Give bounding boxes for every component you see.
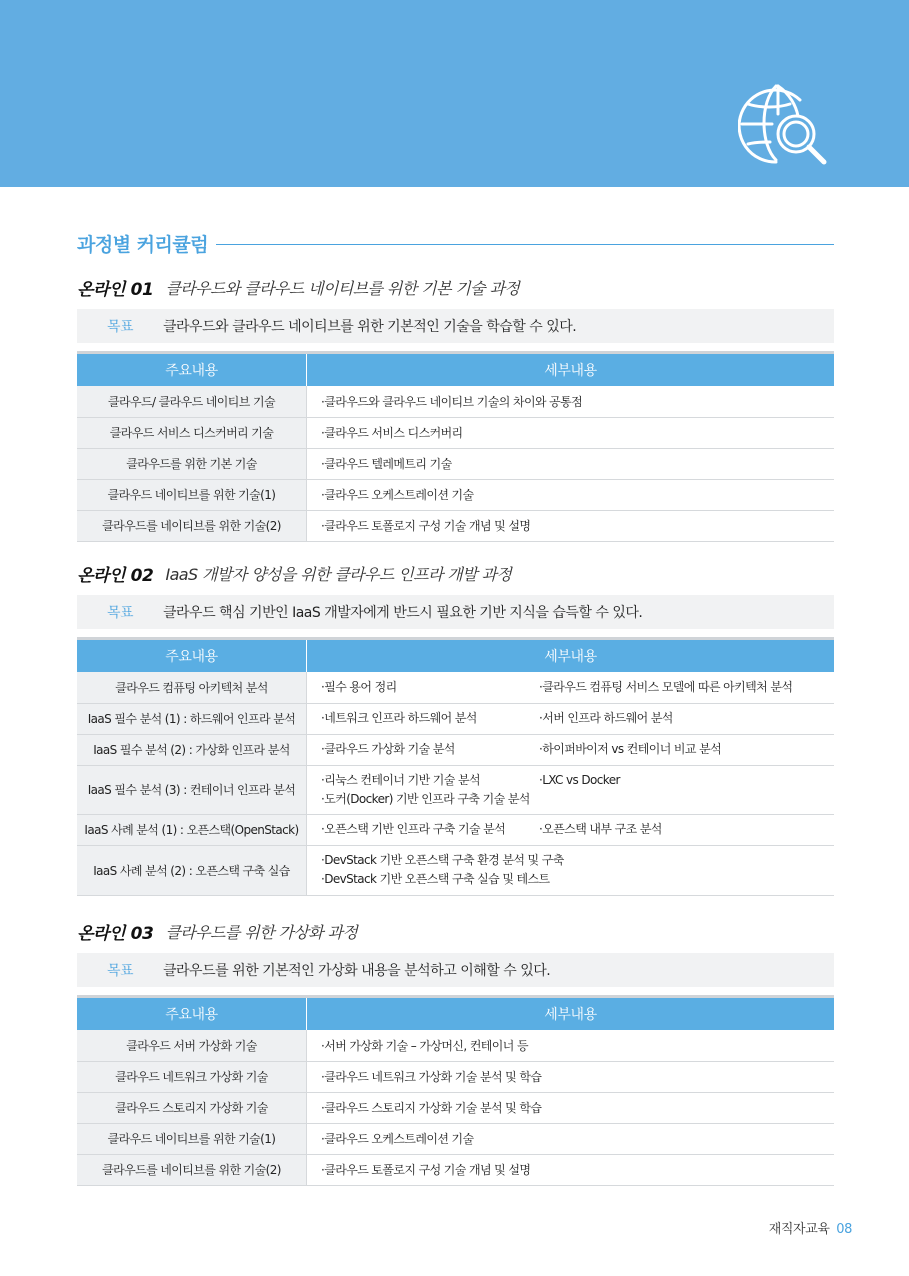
detail-line: ·오픈스택 내부 구조 분석: [539, 822, 662, 836]
row-detail: [307, 672, 835, 703]
row-detail: ·클라우드 오케스트레이션 기술: [307, 1123, 835, 1154]
detail-line: ·클라우드 가상화 기술 분석: [321, 742, 455, 756]
goal-text: 클라우드를 위한 기본적인 가상화 내용을 분석하고 이해할 수 있다.: [163, 963, 551, 979]
detail-line: ·네트워크 인프라 하드웨어 분석: [321, 711, 477, 725]
row-main: IaaS 필수 분석 (2) : 가상화 인프라 분석: [77, 734, 307, 765]
row-main: 클라우드를 위한 기본 기술: [77, 448, 307, 479]
detail-left: [321, 678, 539, 697]
course-number: 온라인 03: [77, 923, 154, 944]
row-main: 클라우드 컴퓨팅 아키텍처 분석: [77, 672, 307, 703]
detail-line: ·하이퍼바이저 vs 컨테이너 비교 분석: [539, 742, 722, 756]
curriculum-table: [77, 351, 834, 542]
row-main: 클라우드 서비스 디스커버리 기술: [77, 417, 307, 448]
row-main: 클라우드 네이티브를 위한 기술(1): [77, 1123, 307, 1154]
row-main: IaaS 필수 분석 (1) : 하드웨어 인프라 분석: [77, 703, 307, 734]
header-main: 주요내용: [77, 639, 307, 673]
detail-line: ·DevStack 기반 오픈스택 구축 실습 및 테스트: [321, 872, 550, 886]
detail-line: ·서버 인프라 하드웨어 분석: [539, 711, 673, 725]
course-online-02: [77, 559, 834, 896]
table-row: [77, 386, 834, 417]
section-title: [77, 228, 834, 258]
section-title-text: 과정별 커리큘럼: [77, 233, 209, 256]
page-number: 08: [836, 1222, 852, 1237]
row-main: 클라우드/ 클라우드 네이티브 기술: [77, 386, 307, 417]
row-main: IaaS 필수 분석 (3) : 컨테이너 인프라 분석: [77, 765, 307, 814]
row-detail: ·클라우드 토폴로지 구성 기술 개념 및 설명: [307, 510, 835, 541]
curriculum-table: [77, 995, 834, 1186]
detail-line: ·오픈스택 기반 인프라 구축 기술 분석: [321, 822, 506, 836]
table-row: [77, 1030, 834, 1061]
row-detail: ·클라우드와 클라우드 네이티브 기술의 차이와 공통점: [307, 386, 835, 417]
row-main: 클라우드를 네이티브를 위한 기술(2): [77, 1154, 307, 1185]
detail-left: [321, 771, 539, 809]
detail-left: [321, 740, 539, 759]
row-detail: ·클라우드 서비스 디스커버리: [307, 417, 835, 448]
row-detail: [307, 734, 835, 765]
row-main: 클라우드 서버 가상화 기술: [77, 1030, 307, 1061]
course-heading: [77, 917, 834, 945]
table-header-row: [77, 353, 834, 387]
course-number: 온라인 01: [77, 279, 154, 300]
course-heading: [77, 559, 834, 587]
table-row: [77, 734, 834, 765]
row-detail: [307, 703, 835, 734]
goal-label: 목표: [106, 319, 134, 335]
table-row: [77, 510, 834, 541]
detail-line: ·필수 용어 정리: [321, 679, 397, 694]
goal-label: 목표: [106, 605, 134, 621]
detail-right: [539, 678, 792, 697]
course-goal: [77, 309, 834, 343]
table-header-row: [77, 639, 834, 673]
table-row: [77, 814, 834, 845]
page-footer: [769, 1218, 852, 1237]
detail-line: ·리눅스 컨테이너 기반 기술 분석: [321, 772, 480, 787]
table-row: [77, 703, 834, 734]
table-header-row: [77, 997, 834, 1031]
detail-line: ·도커(Docker) 기반 인프라 구축 기술 분석: [321, 791, 530, 806]
detail-right: [539, 709, 673, 728]
course-goal: [77, 953, 834, 987]
goal-text: 클라우드와 클라우드 네이티브를 위한 기본적인 기술을 학습할 수 있다.: [163, 319, 577, 335]
goal-text: 클라우드 핵심 기반인 IaaS 개발자에게 반드시 필요한 기반 지식을 습득할 수 있다.: [163, 605, 643, 621]
table-row: [77, 1154, 834, 1185]
table-row: [77, 845, 834, 895]
course-heading: [77, 273, 834, 301]
course-name: 클라우드를 위한 가상화 과정: [165, 922, 358, 942]
detail-left: [321, 709, 539, 728]
table-row: [77, 672, 834, 703]
header-banner: [0, 0, 909, 187]
row-detail: ·서버 가상화 기술 – 가상머신, 컨테이너 등: [307, 1030, 835, 1061]
row-main: IaaS 사례 분석 (1) : 오픈스택(OpenStack): [77, 814, 307, 845]
header-main: 주요내용: [77, 997, 307, 1031]
row-main: IaaS 사례 분석 (2) : 오픈스택 구축 실습: [77, 845, 307, 895]
course-number: 온라인 02: [77, 565, 154, 586]
course-goal: [77, 595, 834, 629]
header-detail: 세부내용: [307, 639, 835, 673]
section-title-rule: [216, 244, 834, 245]
row-main: 클라우드 네트워크 가상화 기술: [77, 1061, 307, 1092]
row-detail: ·클라우드 네트워크 가상화 기술 분석 및 학습: [307, 1061, 835, 1092]
table-row: [77, 765, 834, 814]
detail-line: ·LXC vs Docker: [539, 772, 620, 787]
globe-search-icon: [738, 80, 834, 176]
curriculum-table: [77, 637, 834, 896]
detail-right: [539, 771, 620, 809]
table-row: [77, 1092, 834, 1123]
table-row: [77, 448, 834, 479]
detail-right: [539, 740, 721, 759]
course-online-03: [77, 917, 834, 1186]
detail-left: [321, 820, 539, 839]
row-detail: ·클라우드 텔레메트리 기술: [307, 448, 835, 479]
detail-line: ·DevStack 기반 오픈스택 구축 환경 분석 및 구축: [321, 853, 564, 867]
header-detail: 세부내용: [307, 353, 835, 387]
row-detail: ·클라우드 오케스트레이션 기술: [307, 479, 835, 510]
course-name: 클라우드와 클라우드 네이티브를 위한 기본 기술 과정: [165, 278, 520, 298]
goal-label: 목표: [106, 963, 134, 979]
header-detail: 세부내용: [307, 997, 835, 1031]
row-detail: ·클라우드 스토리지 가상화 기술 분석 및 학습: [307, 1092, 835, 1123]
header-main: 주요내용: [77, 353, 307, 387]
row-detail: ·클라우드 토폴로지 구성 기술 개념 및 설명: [307, 1154, 835, 1185]
row-main: 클라우드를 네이티브를 위한 기술(2): [77, 510, 307, 541]
table-row: [77, 417, 834, 448]
table-row: [77, 1061, 834, 1092]
row-main: 클라우드 네이티브를 위한 기술(1): [77, 479, 307, 510]
table-row: [77, 479, 834, 510]
course-name: IaaS 개발자 양성을 위한 클라우드 인프라 개발 과정: [165, 564, 512, 584]
detail-right: [539, 820, 662, 839]
row-detail: [307, 765, 835, 814]
table-row: [77, 1123, 834, 1154]
detail-line: ·클라우드 컴퓨팅 서비스 모델에 따른 아키텍처 분석: [539, 679, 793, 694]
footer-label: 재직자교육: [768, 1222, 830, 1237]
row-main: 클라우드 스토리지 가상화 기술: [77, 1092, 307, 1123]
row-detail: [307, 845, 835, 895]
row-detail: [307, 814, 835, 845]
course-online-01: [77, 273, 834, 542]
